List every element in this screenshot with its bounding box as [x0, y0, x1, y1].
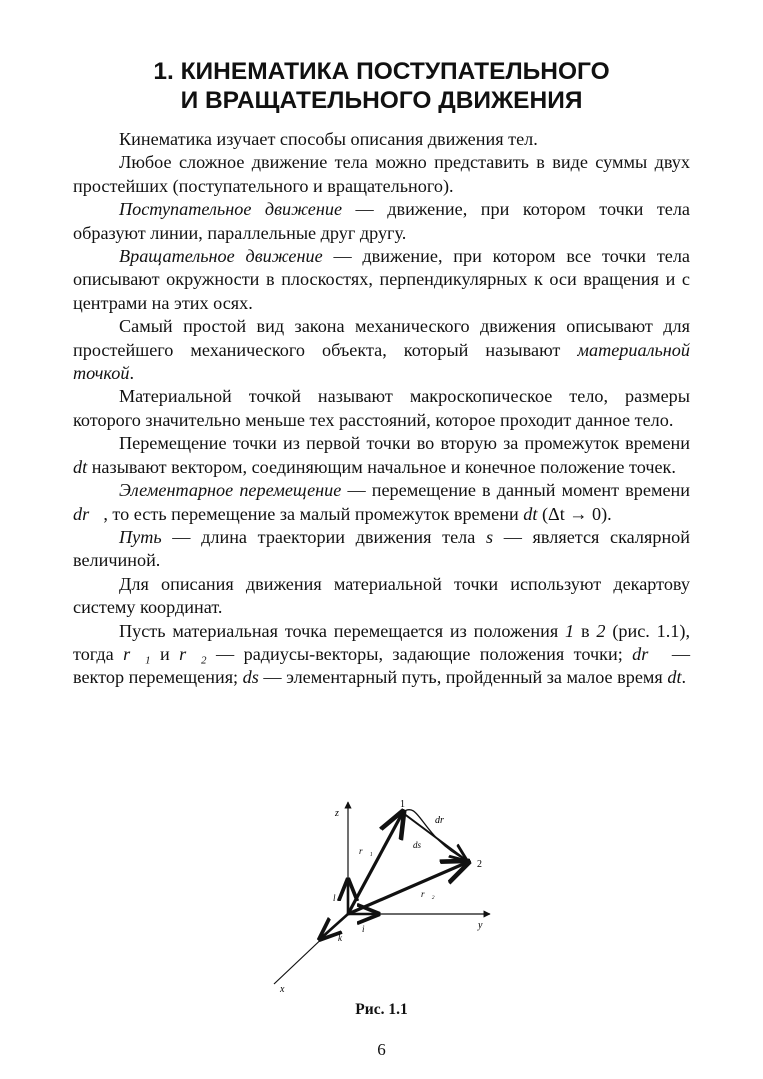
term-material-point: материальной точкой: [73, 339, 690, 384]
i-label: i⃗: [362, 924, 372, 934]
r1-label: r⃗₁: [359, 846, 373, 856]
r2-label: r⃗₂: [421, 889, 435, 899]
k-label: k⃗: [338, 933, 349, 943]
paragraph-9: Путь — длина траектории движения тела s — является скалярной величиной.: [73, 526, 690, 571]
coordinate-diagram: [270, 796, 494, 996]
paragraph-11: Пусть материальная точка перемещается из положения 1 в 2 (рис. 1.1), тогда r⃗₁ и r⃗₂ — радиусы-векторы, задающие положения точки; dr⃗ — вектор перемещения; ds — элементарный путь, пройденный за малое время dt.: [73, 620, 691, 688]
figure-1-1: [270, 796, 494, 996]
l-label: l⃗: [333, 893, 343, 903]
term-translational: Поступательное движение: [119, 199, 343, 220]
axis-x-label: x: [280, 984, 285, 995]
point-1-label: 1: [400, 799, 405, 810]
paragraph-10: Для описания движения материальной точки используют декартову систему координат.: [73, 573, 690, 618]
body-text: [73, 128, 690, 690]
paragraph-7: Перемещение точки из первой точки во вторую за промежуток времени dt называют вектором, соединяющим начальное и конечное положение точек.: [73, 433, 690, 477]
radius-vector-r2: [348, 862, 468, 914]
paragraph-1: Кинематика изучает способы описания движения тел.: [119, 129, 538, 149]
figure-caption: Рис. 1.1: [355, 1001, 408, 1018]
point-2-label: 2: [477, 859, 482, 870]
page-title: [0, 57, 763, 115]
paragraph-2: Любое сложное движение тела можно представить в виде суммы двух простейших (поступательного и вращательного).: [73, 152, 690, 196]
paragraph-3: Поступательное движение — движение, при котором точки тела образуют линии, параллельные друг другу.: [73, 199, 690, 243]
term-rotational: Вращательное движение: [119, 246, 323, 267]
term-elementary-displacement: Элементарное перемещение: [119, 480, 342, 501]
paragraph-6: Материальной точкой называют макроскопическое тело, размеры которого значительно меньше тех расстояний, которое проходит данное тело.: [73, 386, 690, 430]
title-line-2: И ВРАЩАТЕЛЬНОГО ДВИЖЕНИЯ: [180, 87, 583, 114]
radius-vector-r1: [348, 812, 403, 914]
axis-z-label: z: [335, 808, 339, 819]
paragraph-5: Самый простой вид закона механического движения описывают для простейшего механического объекта, который называют материальной точкой.: [73, 316, 690, 384]
term-path: Путь: [119, 526, 162, 547]
page-number: 6: [377, 1040, 386, 1059]
paragraph-8: Элементарное перемещение — перемещение в данный момент времени dr⃗, то есть перемещение за малый промежуток времени dt (Δt → 0).: [73, 480, 690, 524]
ds-label: ds: [413, 840, 422, 850]
paragraph-4: Вращательное движение — движение, при котором все точки тела описывают окружности в плоскостях, перпендикулярных к оси вращения и с центрами на этих осях.: [73, 246, 690, 313]
title-line-1: 1. КИНЕМАТИКА ПОСТУПАТЕЛЬНОГО: [153, 58, 610, 85]
dr-label: dr⃗: [435, 815, 452, 826]
axis-y-label: y: [478, 920, 483, 931]
